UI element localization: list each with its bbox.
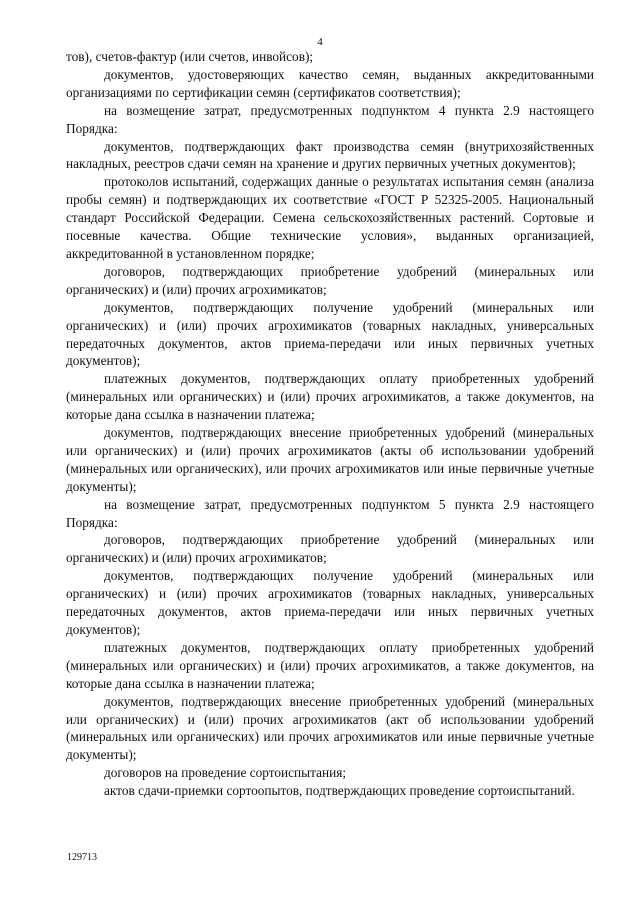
paragraph: договоров на проведение сортоиспытания; <box>104 765 347 781</box>
document-body <box>66 48 594 800</box>
paragraph: документов, подтверждающих факт производства семян (внутрихозяйственных накладных, реестров сдачи семян на хранение и других первичных учетных документов); <box>66 138 594 172</box>
paragraph: документов, удостоверяющих качество семян, выданных аккредитованными организациями по сертификации семян (сертификатов соответствия); <box>66 66 594 100</box>
paragraph: на возмещение затрат, предусмотренных подпунктом 5 пункта 2.9 настоящего Порядка: <box>66 496 594 530</box>
page-number: 4 <box>317 36 323 48</box>
paragraph: договоров, подтверждающих приобретение удобрений (минеральных или органических) и (или) прочих агрохимикатов; <box>66 532 594 566</box>
paragraph: платежных документов, подтверждающих оплату приобретенных удобрений (минеральных или органических) и (или) прочих агрохимикатов, а также документов, на которые дана ссылка в назначении платежа; <box>66 639 594 691</box>
paragraph: тов), счетов-фактур (или счетов, инвойсов); <box>66 49 314 64</box>
paragraph: протоколов испытаний, содержащих данные о результатах испытания семян (анализа пробы семян) и подтверждающих их соответствие «ГОСТ Р 52325-2005. Национальный стандарт Российской Федерации. Семена сельскохозяйственных растений. Сортовые и посевные качества. Общие технические условия», выданных организацией, аккредитованной в установленном порядке; <box>66 174 594 261</box>
paragraph: актов сдачи-приемки сортоопытов, подтверждающих проведение сортоиспытаний. <box>104 783 575 799</box>
paragraph: документов, подтверждающих получение удобрений (минеральных или органических) и (или) прочих агрохимикатов (товарных накладных, универсальных передаточных документов, актов приема-передачи или иных первичных учетных документов); <box>66 568 594 637</box>
paragraph: платежных документов, подтверждающих оплату приобретенных удобрений (минеральных или органических) и (или) прочих агрохимикатов, а также документов, на которые дана ссылка в назначении платежа; <box>66 371 594 423</box>
paragraph: документов, подтверждающих внесение приобретенных удобрений (минеральных или органических) и (или) прочих агрохимикатов (акты об использовании удобрений (минеральных или органических), или прочих агрохимикатов или иные первичные учетные документы); <box>66 425 594 494</box>
paragraph: документов, подтверждающих получение удобрений (минеральных или органических) и (или) прочих агрохимикатов (товарных накладных, универсальных передаточных документов, актов приема-передачи или иных первичных учетных документов); <box>66 299 594 369</box>
paragraph: договоров, подтверждающих приобретение удобрений (минеральных или органических) и (или) прочих агрохимикатов; <box>66 263 594 297</box>
paragraph: на возмещение затрат, предусмотренных подпунктом 4 пункта 2.9 настоящего Порядка: <box>66 102 594 136</box>
paragraph: документов, подтверждающих внесение приобретенных удобрений (минеральных или органических) и (или) прочих агрохимикатов (акт об использовании удобрений (минеральных или органических) или прочих агрохимикатов или иные первичные учетные документы); <box>66 693 594 763</box>
footer-document-code: 129713 <box>67 852 97 863</box>
